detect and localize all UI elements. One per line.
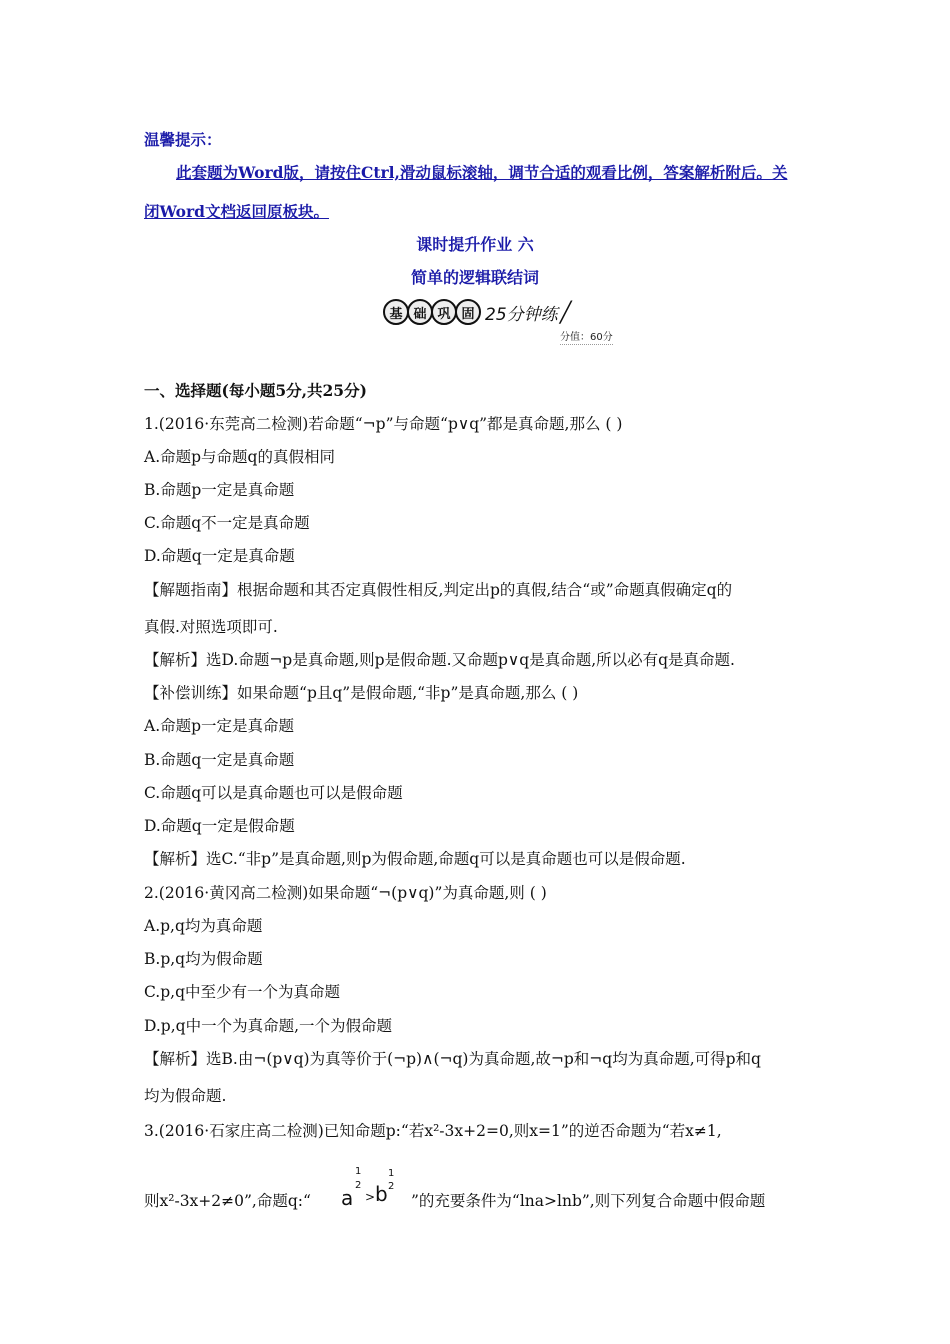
badge-char-1: 基 — [383, 299, 409, 325]
supplement-question — [144, 683, 578, 703]
q2-option-c: C.p,q中至少有一个为真命题 — [144, 983, 341, 1001]
q2-option-d: D.p,q中一个为真命题,一个为假命题 — [144, 1017, 393, 1035]
q1-option-d: D.命题q一定是真命题 — [144, 547, 295, 565]
supp-answer — [144, 849, 686, 869]
supp-option-c: C.命题q可以是真命题也可以是假命题 — [144, 784, 403, 802]
tip-title: 温馨提示： — [144, 130, 222, 149]
q1-guide — [144, 580, 732, 600]
guide-text: 根据命题和其否定真假性相反,判定出p的真假,结合“或”命题真假确定q的 — [237, 581, 733, 599]
section-heading: 一、选择题(每小题5分,共25分) — [144, 381, 367, 400]
supp-option-a: A.命题p一定是真命题 — [144, 717, 295, 735]
question-3: 3.(2016·石家庄高二检测)已知命题p:“若x²-3x+2=0,则x=1”的逆否命题为“若x≠1, — [144, 1122, 722, 1140]
tip-line-2[interactable]: 闭Word文档返回原板块。 — [144, 202, 329, 221]
question-1: 1.(2016·东莞高二检测)若命题“¬p”与命题“p∨q”都是真命题,那么 ( ) — [144, 415, 623, 433]
q3-line-2-pre: 则x²-3x+2≠0”,命题q:“ — [144, 1192, 311, 1210]
score-label: 分值：60分 — [560, 328, 613, 345]
q1-option-c: C.命题q不一定是真命题 — [144, 514, 310, 532]
practice-badge — [383, 298, 572, 326]
q2-answer-cont: 均为假命题. — [144, 1087, 227, 1105]
supplement-tag: 【补偿训练】 — [144, 684, 238, 702]
tip-line-1[interactable]: 此套题为Word版，请按住Ctrl,滑动鼠标滚轴，调节合适的观看比例，答案解析附后。关 — [176, 163, 788, 182]
badge-time: 25分钟练 — [485, 304, 558, 325]
guide-tag: 【解题指南】 — [144, 581, 238, 599]
q3-line-2-post: ”的充要条件为“lna>lnb”,则下列复合命题中假命题 — [411, 1192, 766, 1210]
supp-option-b: B.命题q一定是真命题 — [144, 751, 295, 769]
q2-answer — [144, 1049, 761, 1069]
supp-option-d: D.命题q一定是假命题 — [144, 817, 295, 835]
question-2: 2.(2016·黄冈高二检测)如果命题“¬(p∨q)”为真命题,则 ( ) — [144, 884, 547, 902]
q2-option-a: A.p,q均为真命题 — [144, 917, 263, 935]
pen-icon: ╱ — [559, 300, 572, 324]
answer-text: 选C.“非p”是真命题,则p为假命题,命题q可以是真命题也可以是假命题. — [206, 850, 686, 868]
badge-char-2: 础 — [407, 299, 433, 325]
q1-guide-cont: 真假.对照选项即可. — [144, 618, 278, 636]
page-title: 课时提升作业 六 — [416, 235, 534, 254]
answer-text: 选B.由¬(p∨q)为真等价于(¬p)∧(¬q)为真命题,故¬p和¬q均为真命题,可得p和q — [206, 1050, 761, 1068]
page-subtitle: 简单的逻辑联结词 — [410, 268, 539, 287]
math-greater: > — [365, 1190, 376, 1204]
math-exp-den-a: 2 — [355, 1180, 362, 1191]
q2-option-b: B.p,q均为假命题 — [144, 950, 263, 968]
answer-text: 选D.命题¬p是真命题,则p是假命题.又命题p∨q是真命题,所以必有q是真命题. — [206, 651, 735, 669]
q1-answer — [144, 650, 735, 670]
badge-char-4: 固 — [455, 299, 481, 325]
answer-tag: 【解析】 — [144, 1050, 207, 1068]
math-exp-den-b: 2 — [388, 1181, 395, 1192]
math-base-b: b — [375, 1182, 388, 1206]
math-exp-num-a: 1 — [355, 1166, 362, 1177]
exponent-formula — [333, 1166, 405, 1210]
badge-char-3: 巩 — [431, 299, 457, 325]
q1-option-a: A.命题p与命题q的真假相同 — [144, 448, 335, 466]
supplement-text: 如果命题“p且q”是假命题,“非p”是真命题,那么 ( ) — [237, 684, 579, 702]
q1-option-b: B.命题p一定是真命题 — [144, 481, 295, 499]
math-base-a: a — [341, 1186, 354, 1210]
answer-tag: 【解析】 — [144, 850, 207, 868]
answer-tag: 【解析】 — [144, 651, 207, 669]
math-exp-num-b: 1 — [388, 1168, 395, 1179]
